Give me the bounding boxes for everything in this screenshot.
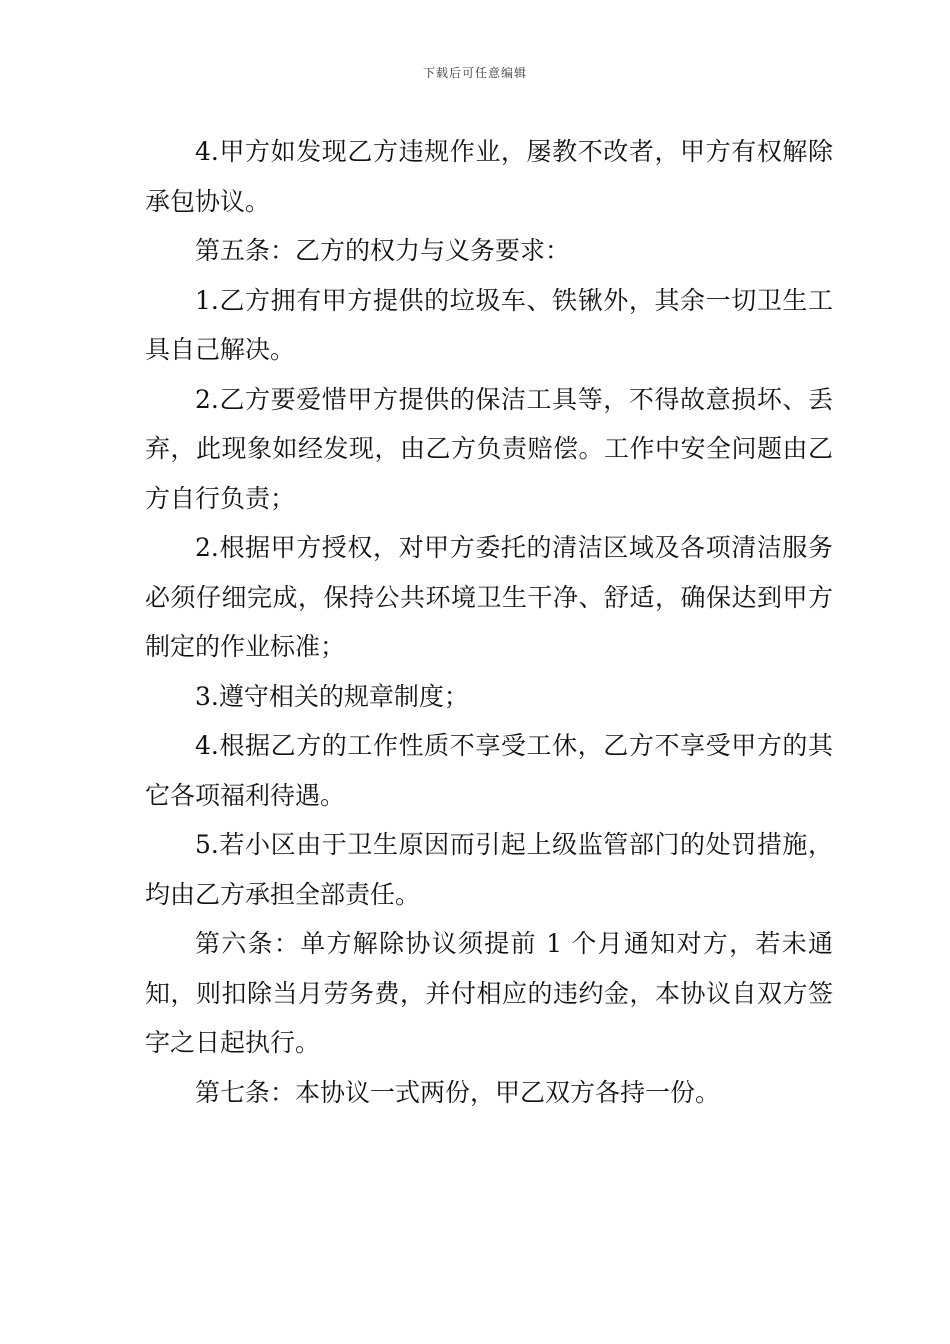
- article-paragraph: 第六条：单方解除协议须提前 1 个月通知对方，若未通知，则扣除当月劳务费，并付相应的违约金，本协议自双方签字之日起执行。: [145, 929, 833, 1057]
- clause-paragraph: 3.遵守相关的规章制度；: [195, 681, 469, 711]
- clause-paragraph: 4.甲方如发现乙方违规作业，屡教不改者，甲方有权解除承包协议。: [145, 137, 833, 216]
- clause-paragraph: 1.乙方拥有甲方提供的垃圾车、铁锹外，其余一切卫生工具自己解决。: [145, 285, 833, 364]
- clause-paragraph: 2.乙方要爱惜甲方提供的保洁工具等，不得故意损坏、丢弃，此现象如经发现，由乙方负责赔偿。工作中安全问题由乙方自行负责；: [145, 384, 833, 513]
- article-paragraph: 第七条：本协议一式两份，甲乙双方各持一份。: [195, 1077, 721, 1107]
- article-heading: 第五条：乙方的权力与义务要求：: [195, 236, 571, 265]
- document-body: [145, 127, 833, 1117]
- clause-paragraph: 5.若小区由于卫生原因而引起上级监管部门的处罚措施，均由乙方承担全部责任。: [145, 830, 833, 909]
- clause-paragraph: 4.根据乙方的工作性质不享受工休，乙方不享受甲方的其它各项福利待遇。: [145, 731, 833, 810]
- page-header-note: 下载后可任意编辑: [422, 66, 527, 80]
- clause-paragraph: 2.根据甲方授权，对甲方委托的清洁区域及各项清洁服务必须仔细完成，保持公共环境卫生干净、舒适，确保达到甲方制定的作业标准；: [145, 533, 833, 661]
